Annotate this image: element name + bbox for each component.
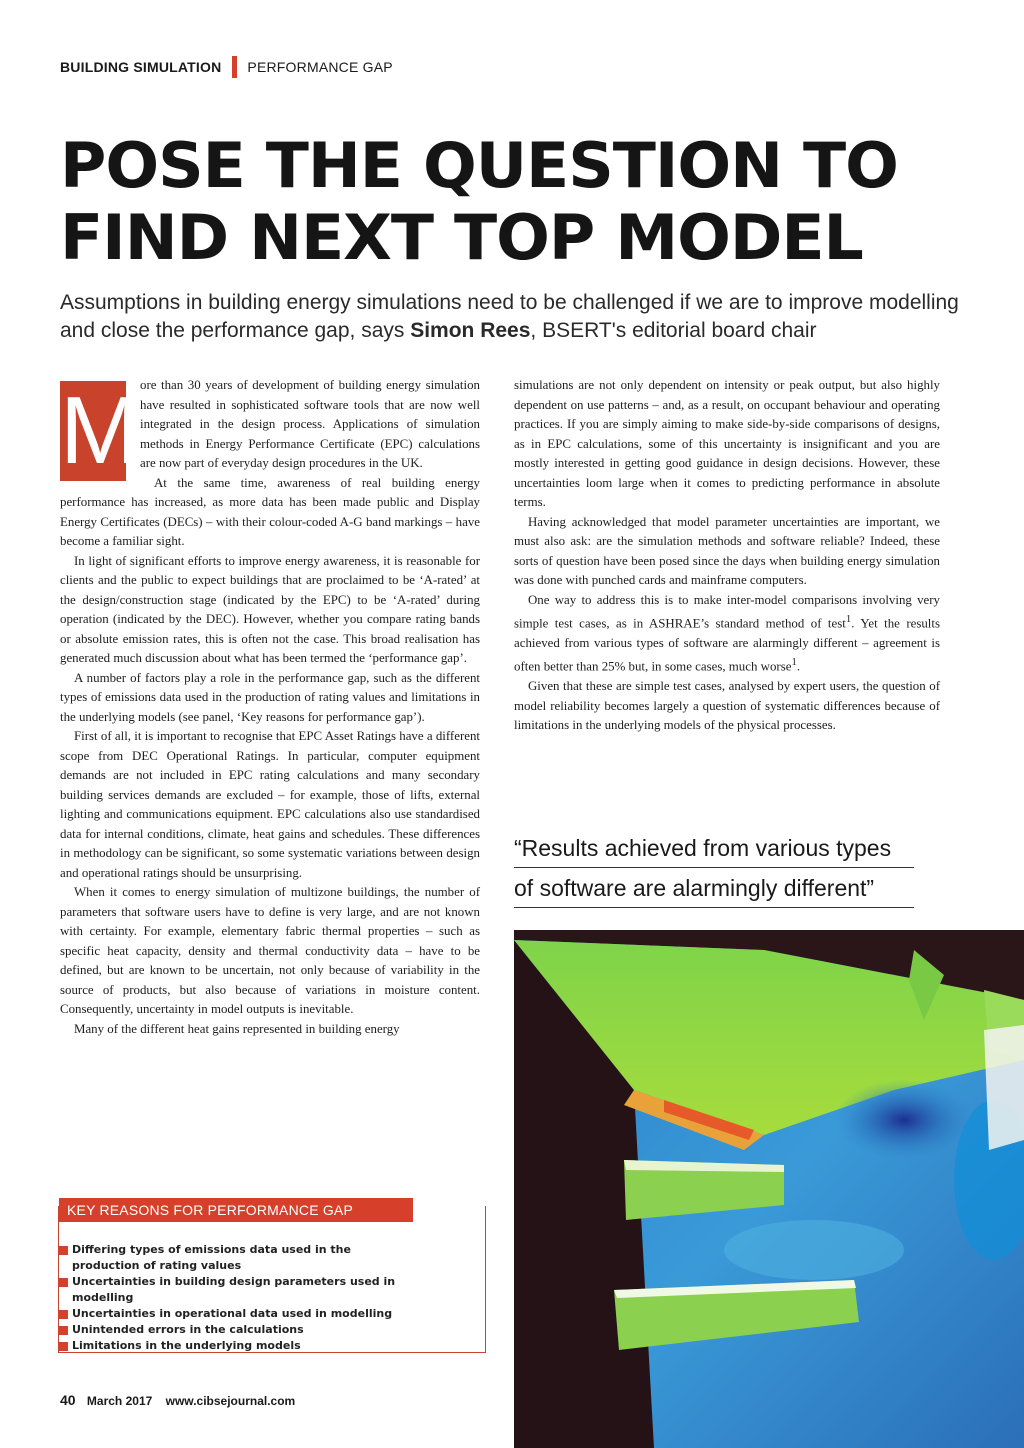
paragraph-text: One way to address this is to make inter-model comparisons involving very simple test cases, as in ASHRAE’s standard method of test <box>514 592 940 631</box>
running-header <box>60 56 393 78</box>
page-number: 40 <box>60 1392 76 1408</box>
page-footer <box>60 1392 295 1408</box>
bullet-square-icon <box>59 1342 68 1351</box>
bullet-square-icon <box>59 1246 68 1255</box>
headline-line-1: POSE THE QUESTION TO <box>60 129 898 202</box>
pull-quote-line-1: “Results achieved from various types <box>514 828 914 868</box>
reference-marker: 1 <box>845 613 852 625</box>
standfirst-text: Assumptions in building energy simulations need to be challenged if we are to improve modelling and close the performance gap, says <box>60 291 959 342</box>
website-url: www.cibsejournal.com <box>165 1394 296 1408</box>
body-paragraph: A number of factors play a role in the performance gap, such as the different types of emissions data used in the production of rating values and limitations in the underlying models (see panel, ‘Key reasons for performance gap’). <box>60 670 480 724</box>
cfd-simulation-image <box>514 930 1024 1448</box>
paragraph-text: ore than 30 years of development of building energy simulation have resulted in sophisticated software tools that are now well integrated in the design process. Applications of simulation methods in Energy Performance Certificate (EPC) calculations are now part of everyday design procedures in the UK. <box>140 378 480 470</box>
topic-label: PERFORMANCE GAP <box>247 59 393 75</box>
list-item <box>59 1242 419 1274</box>
paragraph-text: . Yet the results achieved from various types of software are alarmingly different – agreement is often better than 25% but, in some cases, much worse <box>514 616 940 674</box>
pull-quote-line-2: of software are alarmingly different” <box>514 868 914 908</box>
headline-line-2: FIND NEXT TOP MODEL <box>60 200 863 274</box>
key-reasons-list <box>59 1242 419 1354</box>
body-paragraph: In light of significant efforts to improve energy awareness, it is reasonable for clients and the public to expect buildings that are proclaimed to be ‘A-rated’ at the design/construction stage (indicated by the EPC) to be ‘A-rated’ during operation (indicated by the DEC). However, whether you compare rating bands or absolute emission rates, this is often not the case. This broad realisation has generated much discussion about what has been termed the ‘performance gap’. <box>60 553 480 665</box>
list-item <box>59 1322 419 1338</box>
panel-title: KEY REASONS FOR PERFORMANCE GAP <box>59 1198 413 1222</box>
body-paragraph: Given that these are simple test cases, analysed by expert users, the question of model reliability becomes largely a question of systematic differences because of limitations in the underlying models of the physical processes. <box>514 679 940 733</box>
body-paragraph: When it comes to energy simulation of multizone buildings, the number of parameters that software users have to define is very large, and are not known with certainty. For example, elementary fabric thermal properties – such as specific heat capacity, density and thermal conductivity data – have to be defined, but are known to be uncertain, not only because of variability in the source of products, but also because of variations in moisture content. Consequently, uncertainty in model outputs is inevitable. <box>60 885 480 1016</box>
paragraph-text: . <box>796 659 801 674</box>
key-reasons-panel <box>58 1202 486 1353</box>
body-paragraph <box>60 376 480 484</box>
issue-date: March 2017 <box>86 1394 153 1408</box>
list-item <box>59 1338 419 1354</box>
cfd-simulation-graphic <box>514 930 1024 1448</box>
headline <box>60 130 978 274</box>
author-name: Simon Rees <box>410 319 531 342</box>
body-paragraph: simulations are not only dependent on intensity or peak output, but also highly dependent on use patterns – and, as a result, on occupant behaviour and operating practices. If you are simply aiming to make side-by-side comparisons of designs, as in EPC calculations, some of this uncertainty is insignificant and you are mostly interested in getting good guidance in design decisions. However, these uncertainties loom large when it comes to predicting performance in absolute terms. <box>514 378 940 509</box>
pull-quote <box>514 828 914 908</box>
reference-marker: 1 <box>791 656 797 669</box>
standfirst <box>60 289 960 345</box>
body-paragraph <box>514 591 940 678</box>
body-paragraph: First of all, it is important to recognise that EPC Asset Ratings have a different scope from DEC Operational Ratings. In particular, computer equipment demands are not included in EPC rating calculations and many secondary building services demands are excluded – for example, those of lifts, external lighting and communications equipment. EPC calculations also use standardised data for internal conditions, climate, heat gains and schedules. These differences in methodology can be significant, so some systematic variations between design and operational ratings should be unsurprising. <box>60 729 480 880</box>
body-paragraph: At the same time, awareness of real building energy performance has increased, as more data has been made public and Display Energy Certificates (DECs) – with their colour-coded A-G band markings – have become a familiar sight. <box>60 475 480 548</box>
list-item-text: Differing types of emissions data used in the production of rating values <box>72 1243 351 1272</box>
bullet-square-icon <box>59 1278 68 1287</box>
list-item-text: Uncertainties in building design parameters used in modelling <box>72 1275 396 1304</box>
section-label: BUILDING SIMULATION <box>60 59 222 75</box>
list-item <box>59 1274 419 1306</box>
body-paragraph: Having acknowledged that model parameter uncertainties are important, we must also ask: are the simulation methods and software reliable? Indeed, these sorts of question have been posed since the days when building energy simulation was done with punched cards and mainframe computers. <box>514 514 940 587</box>
list-item-text: Unintended errors in the calculations <box>72 1323 304 1336</box>
body-column-1 <box>60 376 480 1039</box>
header-divider <box>232 56 237 78</box>
bullet-square-icon <box>59 1310 68 1319</box>
drop-cap: M <box>60 377 140 484</box>
list-item-text: Limitations in the underlying models <box>72 1339 301 1352</box>
body-column-2 <box>514 376 940 736</box>
body-paragraph: Many of the different heat gains represented in building energy <box>74 1021 400 1036</box>
standfirst-text-end: , BSERT's editorial board chair <box>530 319 817 342</box>
list-item-text: Uncertainties in operational data used in modelling <box>72 1307 393 1320</box>
list-item <box>59 1306 419 1322</box>
bullet-square-icon <box>59 1326 68 1335</box>
